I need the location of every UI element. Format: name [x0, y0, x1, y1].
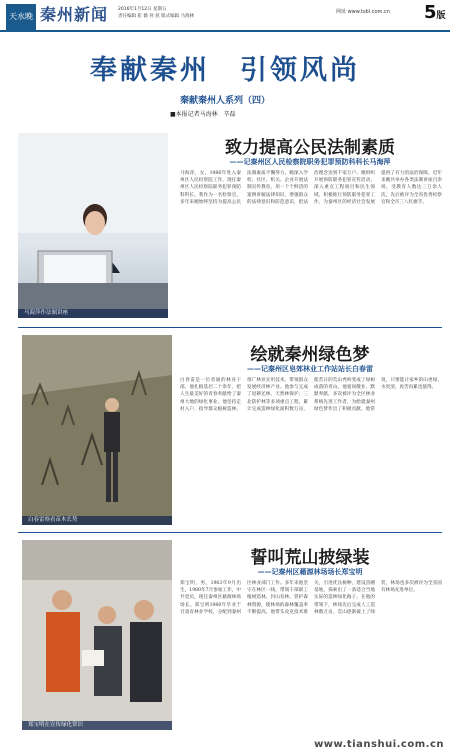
- people-photo-illustration: [22, 540, 172, 730]
- page-number-value: 5: [424, 2, 437, 23]
- lecture-photo-illustration: [18, 133, 168, 318]
- watermark: www.tianshui.com.cn: [314, 739, 444, 750]
- photo-article-1: [18, 133, 168, 318]
- article-2-subtitle: ——记秦州区皂郊林业工作站站长白春雷: [247, 365, 373, 373]
- byline: ■本报记者马海林 辛磊: [170, 111, 236, 118]
- caption-article-2: 白春雷察看苗木长势: [22, 516, 172, 525]
- issue-date: 2016年1月12日 星期五: [118, 7, 167, 12]
- photo-article-2: [22, 335, 172, 525]
- main-headline: 奉献秦州 引领风尚: [90, 55, 360, 86]
- article-3-subtitle: ——记秦州区藉源林场场长郑宝明: [257, 568, 363, 576]
- divider-2: [18, 532, 442, 533]
- photo-article-3: [22, 540, 172, 730]
- website-text: 网址 www.tsbl.com.cn: [336, 9, 390, 15]
- masthead-rule: [0, 30, 450, 32]
- article-1-subtitle: ——记秦州区人民检察院职务犯罪预防科科长马海萍: [229, 158, 391, 166]
- masthead-info: [118, 6, 194, 20]
- caption-article-3: 郑宝明在宣传绿化常识: [22, 721, 172, 730]
- editor-credits: 责任编辑 崔 薇 何 炫 版式编辑 马海林: [118, 14, 195, 19]
- article-2-title: 绘就秦州绿色梦: [250, 345, 370, 365]
- page-number: [424, 2, 446, 23]
- series-title: 秦献秦州人系列（四）: [179, 96, 270, 106]
- divider-1: [18, 327, 442, 328]
- edition-badge: 天水晚报: [6, 4, 36, 30]
- article-1-title: 致力提高公民法制素质: [225, 138, 395, 158]
- article-1-body: 马海萍，女，1986年进入秦州区人民检察院工作，现任秦州区人民检察院职务犯罪预防科科长。我作为一名检察官，多年来她始终坚持为提高公民法制素质不懈努力。她深入学校、社区、机关、企业开展法制宣传教育，用一个个鲜活的案例讲解法律知识，增强群众的法律意识和防范意识，把法治理念送到千家万户。她组织开展预防职务犯罪宣传活动，深入重点工程项目和民生领域，积极推行预防职务犯罪工作，为秦州区的经济社会发展提供了有力的法治保障。近年来她共举办各类法制讲座百余场，受教育人数达三万余人次，先后被评为全省优秀检察官和全市三八红旗手。: [180, 171, 442, 205]
- forest-photo-illustration: [22, 335, 172, 525]
- article-3-body: 郑宝明，男，1963年9月出生，1980年7月参加工作，中共党员，现任秦州区藉源林场场长。郑宝明1980年毕业于甘肃省林业学校，分配到秦州区林业部门工作。多年来他坚守在林区一线，带领干部职工植树造林、封山育林、管护森林资源，使林场的森林覆盖率不断提高。他带头攻克技术难关，引进优良树种，建设苗圃基地，探索出了一条适合当地实际的造林绿化路子。在他的带领下，林场先后完成人工造林数万亩，荒山逐渐披上了绿装，林场也多次被评为全省国有林场先进单位。: [180, 581, 442, 615]
- caption-article-1: 马海萍作法制讲座: [18, 309, 168, 318]
- page-suffix: 版: [436, 11, 446, 21]
- section-title: 秦州新闻: [40, 5, 109, 24]
- article-2-body: 白春雷是一位普通的林业干部，他扎根基层二十余年，把人生最美好的青春奉献给了秦州大地的绿化事业。他坚持走村入户，指导群众植树造林，推广林业实用技术，带领群众发展经济林产业。他参与完成了退耕还林、天然林保护、三北防护林等多项重点工程，累计完成造林绿化面积数万亩，使昔日的荒山秃岭变成了绿树成荫的青山。他爱岗敬业、默默奉献，多次被评为全区林业系统先进工作者，为绘就秦州绿色梦作出了积极贡献。他常说，只要能让家乡的山更绿、水更清，再苦再累也值得。: [180, 378, 442, 412]
- article-3-title: 誓叫荒山披绿装: [250, 548, 370, 568]
